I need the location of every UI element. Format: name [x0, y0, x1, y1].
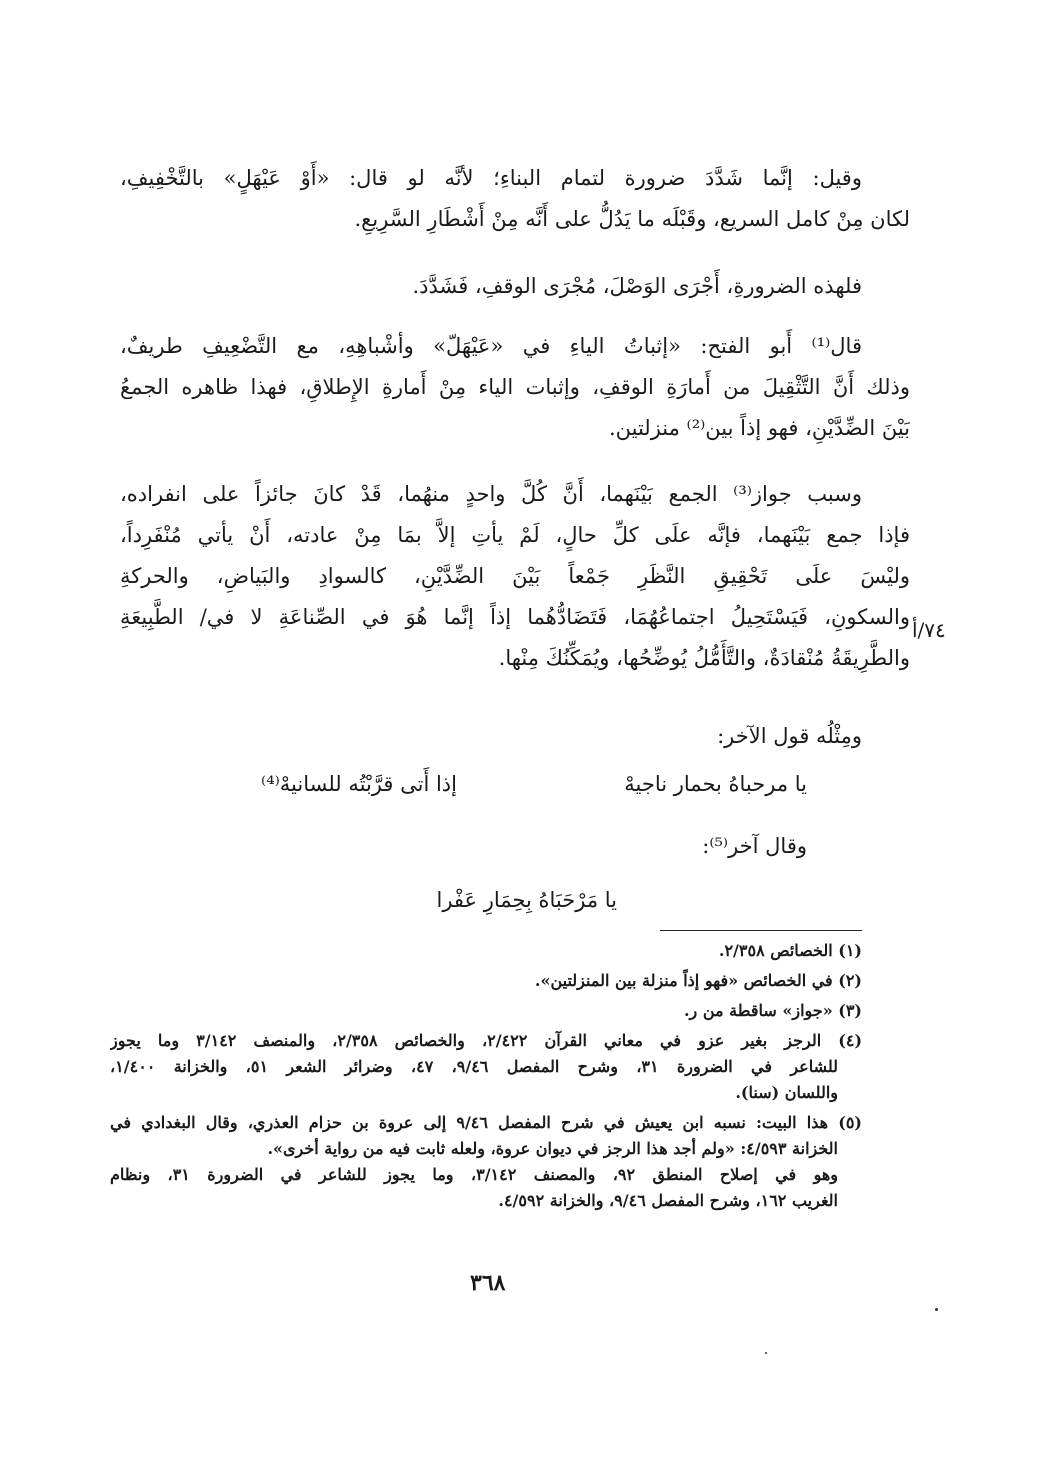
paragraph-line: قال⁽¹⁾ أَبو الفتح: «إثباتُ الياءِ في «عَيْهَلّ» وأشْباهِهِ، مع التَّضْعِيفِ طريفٌ، — [120, 334, 862, 358]
page-number: ٣٦٨ — [470, 1270, 506, 1296]
footnote-3 — [110, 998, 862, 1024]
paragraph-line: فلهذه الضرورةِ، أَجْرَى الوَصْلَ، مُجْرَى الوقفِ، فَشَدَّدَ. — [412, 274, 862, 298]
footnotes — [110, 938, 862, 1218]
paragraph-5 — [120, 716, 910, 757]
paragraph-line: وسبب جواز⁽³⁾ الجمع بَيْنَهما، أَنَّ كُلَّ واحدٍ منهُما، قَدْ كانَ جائزاً على انفراده، — [120, 482, 862, 506]
footnote-5 — [110, 1110, 862, 1214]
footnote-line: واللسان (سنا). — [735, 1083, 838, 1102]
paragraph-line: وذلك أَنَّ التَّثْقِيلَ من أَمارَةِ الوقفِ، وإثبات الياء مِنْ أَمارةِ الإِطلاقِ، فهذا ظاهره الجمعُ — [120, 375, 910, 399]
footnote-4 — [110, 1028, 862, 1106]
paragraph-line: بَيْنَ الضِّدَّيْنِ، فهو إذاً بين⁽²⁾ منزلتين. — [608, 416, 910, 440]
paragraph-line: والسكونِ، فَيَسْتَحِيلُ اجتماعُهُمَا، فَتَضَادُّهُما إذاً إنَّما هُوَ في الصِّناعَةِ لا في/ الطَّبِيعَةِ — [120, 605, 910, 629]
footnote-line: (٤) الرجز بغير عزو في معاني القرآن ٢/٤٢٢، والخصائص ٢/٣٥٨، والمنصف ٣/١٤٢ وما يجوز — [110, 1031, 862, 1050]
verse-2-intro: وقال آخر⁽⁵⁾: — [702, 834, 807, 858]
verse-1-first-hemistich: يا مرحباهُ بحمار ناجيهْ — [624, 772, 807, 796]
footnote-line: (٥) هذا البيت: نسبه ابن يعيش في شرح المفصل ٩/٤٦ إلى عروة بن حزام العذري، وقال البغدادي في — [110, 1113, 862, 1132]
paragraph-line: ومِثْلُه قول الآخر: — [717, 724, 862, 748]
paragraph-line: فإذا جمع بَيْنَهما، فإنَّه علَى كلِّ حالٍ، لَمْ يأتِ إلاَّ بمَا مِنْ عادته، أَنْ يأتي مُنْفَرِداً، — [120, 523, 910, 547]
paragraph-3 — [120, 326, 910, 449]
verse-1-second-hemistich: إذا أَتى قرَّبْتُه للسانيهْ⁽⁴⁾ — [261, 772, 457, 796]
footnote-line: الغريب ١٦٢، وشرح المفصل ٩/٤٦، والخزانة ٤/٥٩٢. — [498, 1191, 838, 1210]
paragraph-4 — [120, 474, 910, 679]
scan-speck — [765, 1352, 767, 1354]
margin-folio-reference: ٧٤/أ — [912, 618, 946, 642]
footnote-1 — [110, 938, 862, 964]
paragraph-2 — [120, 266, 910, 307]
verse-2: يا مَرْحَبَاهُ بِحِمَارِ عَفْرا — [436, 888, 617, 912]
paragraph-line: وليْسَ علَى تَحْقِيقِ النَّظَرِ جَمْعاً بَيْنَ الضِّدَّيْنِ، كالسوادِ والبَياضِ، والحركةِ — [120, 564, 910, 588]
footnote-separator — [660, 930, 862, 931]
paragraph-line: لكان مِنْ كامل السريع، وقَبْلَه ما يَدُلُّ على أَنَّه مِنْ أَشْطَارِ السَّرِيعِ. — [354, 207, 910, 231]
footnote-line: (٢) في الخصائص «فهو إذاً منزلة بين المنزلتين». — [534, 971, 862, 990]
footnote-line: الخزانة ٤/٥٩٣: «ولم أجد هذا الرجز في ديوان عروة، ولعله ثابت فيه من رواية أخرى». — [267, 1139, 838, 1158]
paragraph-line: والطَّرِيقَةُ مُنْقادَةٌ، والتَّأَمُّلُ يُوضِّحُها، ويُمَكِّنُكَ مِنْها. — [498, 646, 910, 670]
paragraph-1 — [120, 158, 910, 240]
scan-speck — [935, 1308, 938, 1311]
footnote-line: وهو في إصلاح المنطق ٩٢، والمصنف ٣/١٤٢، وما يجوز للشاعر في الضرورة ٣١، ونظام — [110, 1165, 839, 1184]
footnote-line: للشاعر في الضرورة ٣١، وشرح المفصل ٩/٤٦، ٤٧، وضرائر الشعر ٥١، والخزانة ١/٤٠٠، — [110, 1057, 839, 1076]
footnote-line: (٣) «جواز» ساقطة من ر. — [683, 1001, 862, 1020]
paragraph-line: وقيل: إنَّما شَدَّدَ ضرورة لتمام البناءِ؛ لأنَّه لو قال: «أَوْ عَيْهَلٍ» بالتَّخْفِيفِ، — [120, 166, 862, 190]
footnote-line: (١) الخصائص ٢/٣٥٨. — [718, 941, 862, 960]
footnote-2 — [110, 968, 862, 994]
